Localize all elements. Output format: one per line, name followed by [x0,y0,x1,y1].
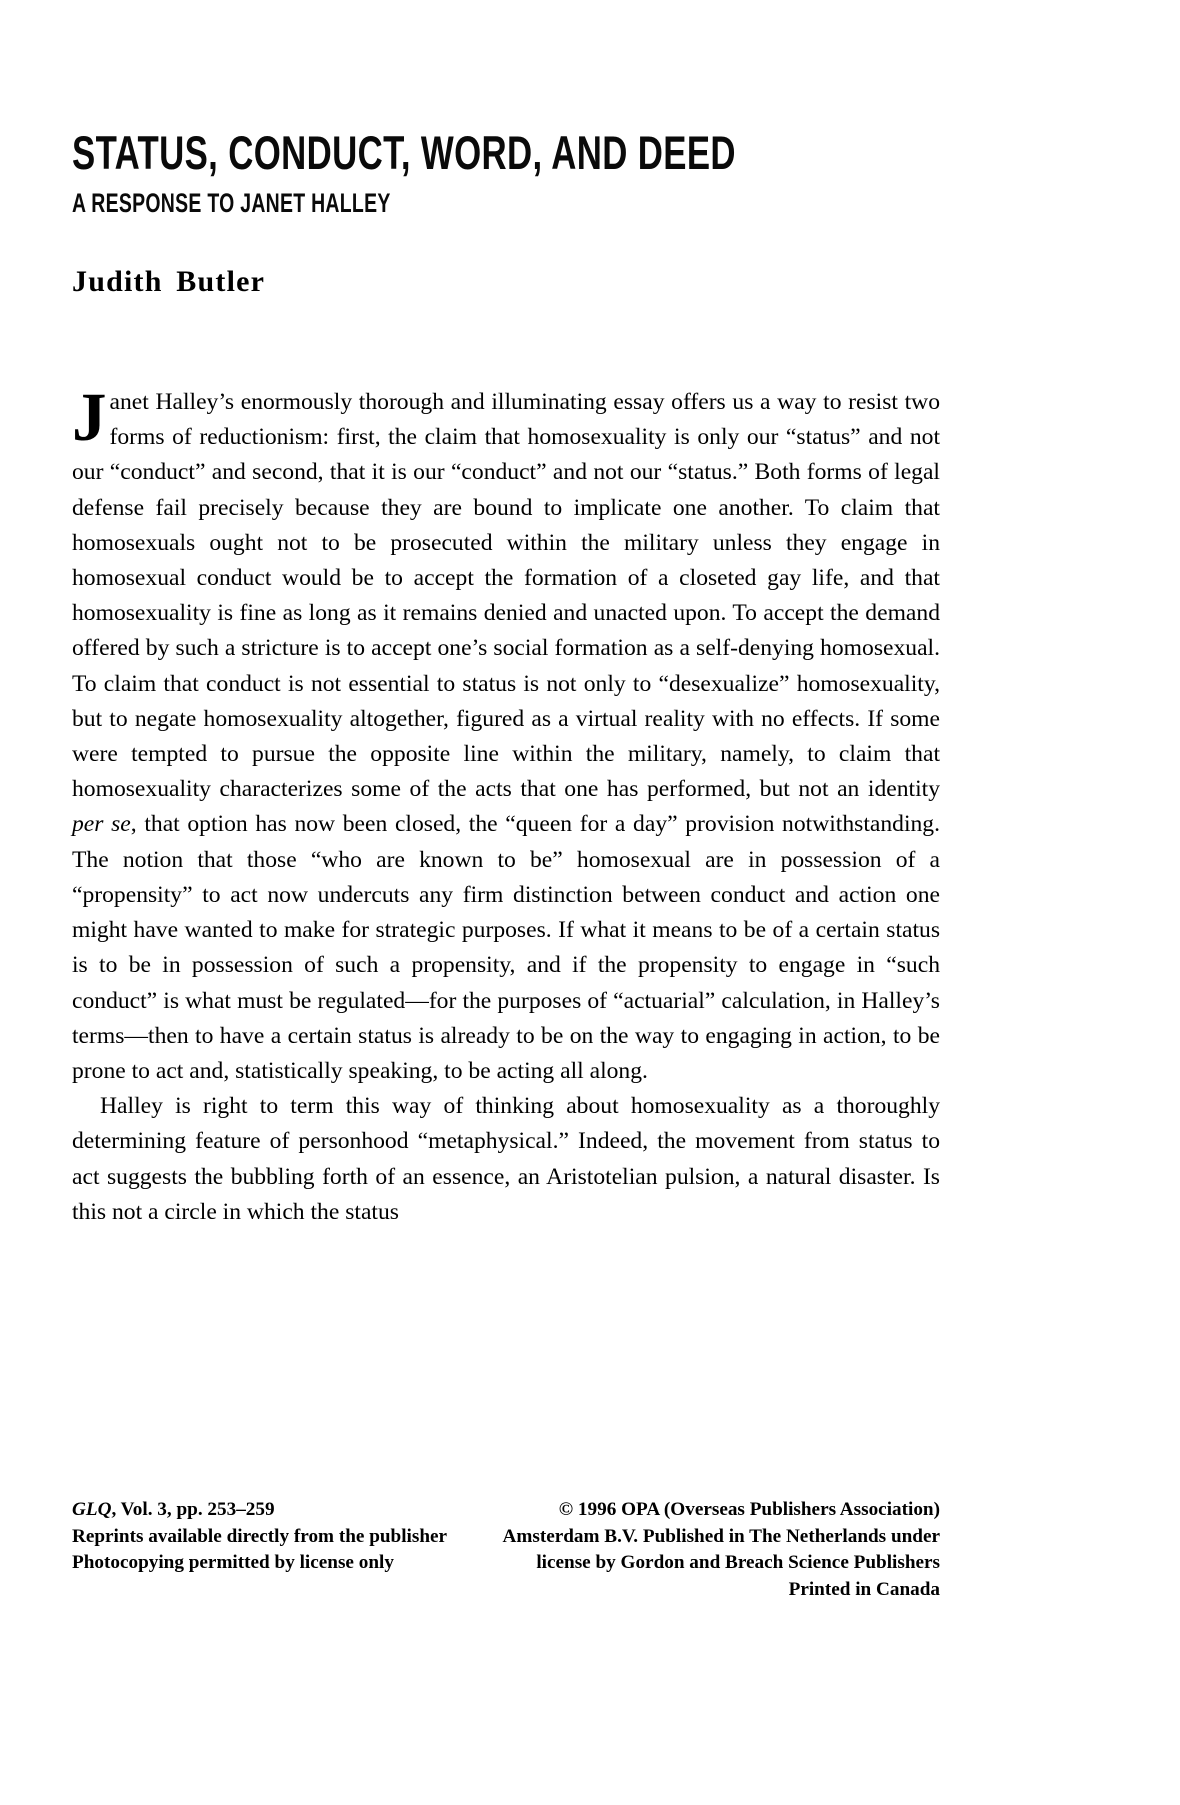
paragraph-1-text-part-1: anet Halley’s enormously thorough and illuminating essay offers us a way to resist two forms of reductionism: first, the claim that homosexuality is only our “status” and not our “conduct” and second, that it is our “conduct” and not our “status.” Both forms of legal defense fail precisely because they are bound to implicate one another. To claim that homosexuals ought not to be prosecuted within the military unless they engage in homosexual conduct would be to accept the formation of a closeted gay life, and that homosexuality is fine as long as it remains denied and unacted upon. To accept the demand offered by such a stricture is to accept one’s social formation as a self-denying homosexual. To claim that conduct is not essential to status is not only to “desexualize” homosexuality, but to negate homosexuality altogether, figured as a virtual reality with no effects. If some were tempted to pursue the opposite line within the military, namely, to claim that homosexuality characterizes some of the acts that one has performed, but not an identity [72,389,940,803]
body-paragraph-2: Halley is right to term this way of thinking about homosexuality as a thoroughly determining feature of personhood “metaphysical.” Indeed, the movement from status to act suggests the bubbling forth of an essence, an Aristotelian pulsion, a natural disaster. Is this not a circle in which the status [72,1093,940,1225]
page-footer [72,1497,940,1603]
footer-license-line: license by Gordon and Breach Science Publishers [536,1552,940,1573]
title-block [72,0,940,299]
footer-copyright-line: © 1996 OPA (Overseas Publishers Association) [558,1499,940,1520]
footer-publisher-line: Amsterdam B.V. Published in The Netherlands under [502,1525,940,1547]
drop-cap: J [72,379,107,456]
article-body [72,379,940,1230]
journal-name: GLQ [72,1499,112,1520]
page-title: STATUS, CONDUCT, WORD, AND DEED [72,126,736,179]
page-content [72,0,940,1230]
page-subtitle: A RESPONSE TO JANET HALLEY [72,188,391,219]
footer-printed-line: Printed in Canada [788,1578,940,1600]
paragraph-1-italic-phrase: per se [72,811,131,838]
journal-volume-pages: , Vol. 3, pp. 253–259 [111,1499,275,1520]
footer-citation-line [72,1497,447,1524]
paragraph-1-text-part-2: , that option has now been closed, the “queen for a day” provision notwithstanding. The notion that those “who are known to be” homosexual are in possession of a “propensity” to act now undercuts any firm distinction between conduct and action one might have wanted to make for strategic purposes. If what it means to be of a certain status is to be in possession of such a propensity, and if the propensity to engage in “such conduct” is what must be regulated—for the purposes of “actuarial” calculation, in Halley’s terms—then to have a certain status is already to be on the way to engaging in action, to be prone to act and, statistically speaking, to be acting all along. [72,811,940,1084]
footer-right-column [503,1497,940,1603]
footer-columns [72,1497,940,1603]
author-name: Judith Butler [72,265,266,299]
footer-photocopying-line: Photocopying permitted by license only [72,1552,394,1573]
footer-reprints-line: Reprints available directly from the publisher [72,1525,448,1547]
footer-left-column [72,1497,447,1577]
body-paragraph-1 [72,379,940,1089]
